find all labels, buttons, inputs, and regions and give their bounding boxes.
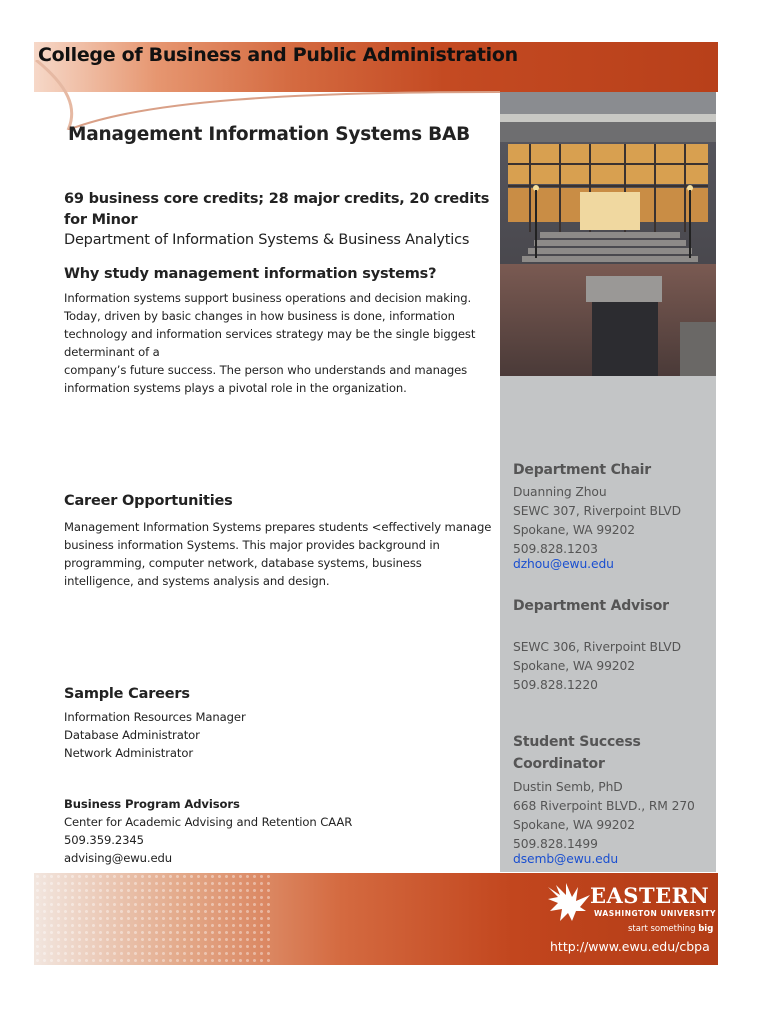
career-line: intelligence, and systems analysis and design. <box>64 574 330 588</box>
career-line: programming, computer network, database systems, business <box>64 556 422 570</box>
department-name: Department of Information Systems & Business Analytics <box>64 232 470 248</box>
tagline-start: start something <box>628 924 696 934</box>
banner-swoosh <box>34 60 534 130</box>
coordinator-contact <box>513 778 695 869</box>
tagline-big: big <box>698 924 714 934</box>
coordinator-heading-line: Student Success <box>513 734 641 750</box>
career-line: business information Systems. This major provides background in <box>64 538 440 552</box>
chair-line: SEWC 307, Riverpoint BLVD <box>513 504 681 518</box>
dept-advisor-contact <box>513 638 681 695</box>
program-title: Management Information Systems BAB <box>68 124 471 145</box>
advisors-line: Center for Academic Advising and Retention CAAR <box>64 815 353 829</box>
tagline <box>628 924 713 934</box>
why-heading: Why study management information systems? <box>64 266 437 282</box>
dept-advisor-line: Spokane, WA 99202 <box>513 659 635 673</box>
eagle-logo-icon <box>546 881 592 925</box>
university-subtitle: WASHINGTON UNIVERSITY <box>594 909 716 918</box>
footer-url-link[interactable]: http://www.ewu.edu/cbpa <box>550 939 710 954</box>
footer-dot-pattern <box>34 873 274 965</box>
eastern-wordmark: EASTERN <box>590 883 710 908</box>
advisors-heading-text: Business Program Advisors <box>64 797 240 811</box>
advisors-line: 509.359.2345 <box>64 833 144 847</box>
footer-banner <box>34 873 718 965</box>
dept-advisor-heading: Department Advisor <box>513 598 669 614</box>
advisors-heading <box>64 795 494 813</box>
sample-careers-heading: Sample Careers <box>64 686 190 702</box>
list-item: Network Administrator <box>64 746 194 760</box>
why-line: information systems plays a pivotal role in the organization. <box>64 381 407 395</box>
building-photo <box>500 92 716 376</box>
chair-contact <box>513 483 681 574</box>
advisors-email[interactable]: advising@ewu.edu <box>64 851 172 865</box>
dept-advisor-line: SEWC 306, Riverpoint BLVD <box>513 640 681 654</box>
why-line: Information systems support business operations and decision making. <box>64 291 472 305</box>
career-line: Management Information Systems prepares students <effectively manage <box>64 520 492 534</box>
coordinator-line: 668 Riverpoint BLVD., RM 270 <box>513 799 695 813</box>
chair-line: Duanning Zhou <box>513 485 607 499</box>
coordinator-line: Dustin Semb, PhD <box>513 780 623 794</box>
why-paragraph <box>64 289 494 397</box>
sample-careers-list <box>64 708 494 762</box>
why-line: technology and information services strategy may be the single biggest <box>64 327 476 341</box>
career-paragraph <box>64 518 494 590</box>
chair-line: Spokane, WA 99202 <box>513 523 635 537</box>
college-title: College of Business and Public Administration <box>38 44 518 66</box>
coordinator-line: Spokane, WA 99202 <box>513 818 635 832</box>
coordinator-heading <box>513 731 641 775</box>
advisors-contact <box>64 813 494 867</box>
coordinator-email-link[interactable]: dsemb@ewu.edu <box>513 852 619 866</box>
list-item: Information Resources Manager <box>64 710 246 724</box>
list-item: Database Administrator <box>64 728 200 742</box>
dept-advisor-line: 509.828.1220 <box>513 678 598 692</box>
chair-heading: Department Chair <box>513 462 651 478</box>
why-line: company’s future success. The person who understands and manages <box>64 363 468 377</box>
why-line: determinant of a <box>64 345 160 359</box>
coordinator-heading-line: Coordinator <box>513 756 605 772</box>
chair-line: 509.828.1203 <box>513 542 598 556</box>
career-heading: Career Opportunities <box>64 493 233 509</box>
credits-summary: 69 business core credits; 28 major credits, 20 credits for Minor <box>64 191 490 228</box>
chair-email-link[interactable]: dzhou@ewu.edu <box>513 557 614 571</box>
why-line: Today, driven by basic changes in how business is done, information <box>64 309 455 323</box>
coordinator-line: 509.828.1499 <box>513 837 598 851</box>
